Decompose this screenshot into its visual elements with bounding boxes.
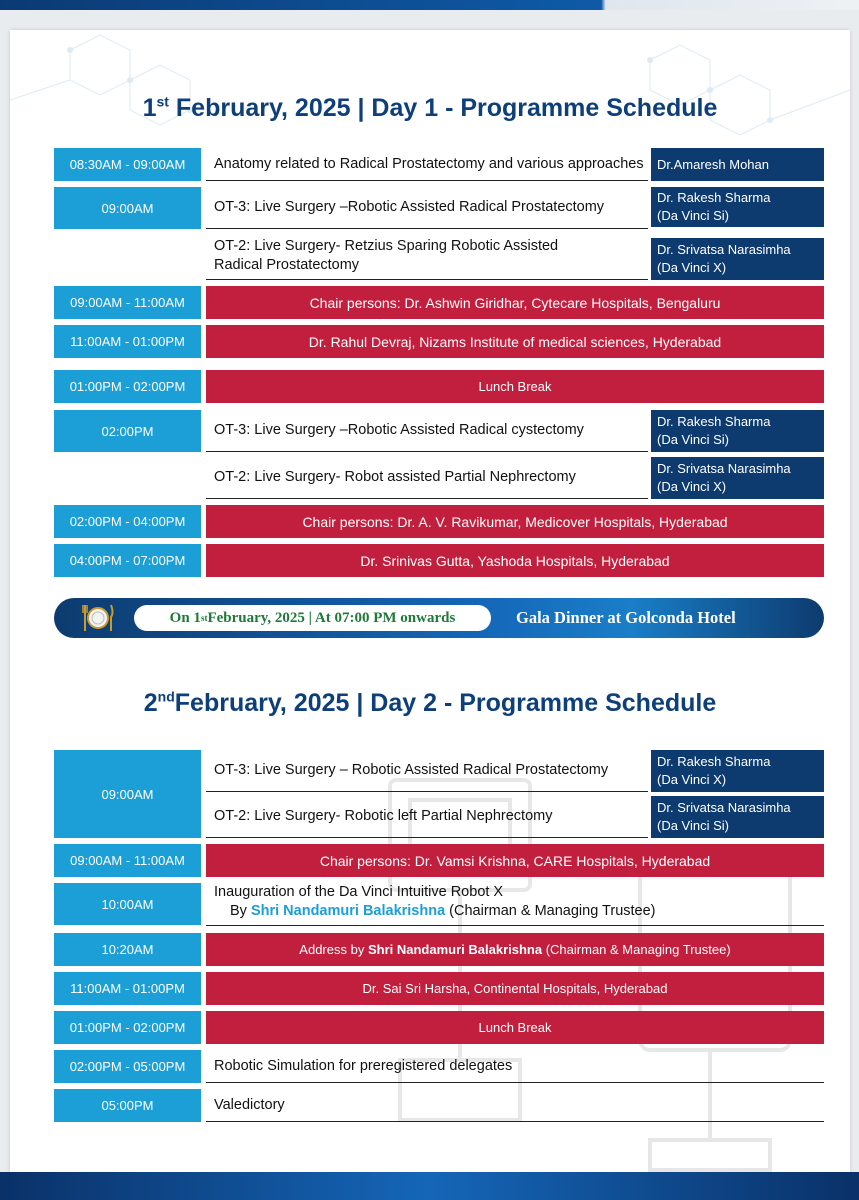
day2-address-bar <box>206 933 824 966</box>
by-label: By <box>230 902 251 919</box>
day1-topic-text: Radical Prostatectomy <box>214 256 360 273</box>
speaker-robot: (Da Vinci X) <box>657 260 727 275</box>
day1-time-cell: 11:00AM - 01:00PM <box>54 325 201 358</box>
day1-topic <box>206 232 648 280</box>
day2-time-cell: 05:00PM <box>54 1089 201 1122</box>
gala-title: Gala Dinner at Golconda Hotel <box>516 608 736 627</box>
gala-dinner-banner <box>54 598 824 638</box>
day1-topic <box>206 457 648 499</box>
day2-time-cell: 09:00AM <box>54 750 201 838</box>
speaker-name: Dr. Srivatsa Narasimha <box>657 242 791 257</box>
speaker-robot: (Da Vinci X) <box>657 772 727 787</box>
speaker-robot: (Da Vinci Si) <box>657 818 730 833</box>
day2-topic <box>206 1050 824 1083</box>
schedule-page <box>10 30 850 1172</box>
day2-lunch-bar: Lunch Break <box>206 1011 824 1044</box>
speaker-robot: (Da Vinci X) <box>657 479 727 494</box>
day1-time-cell: 01:00PM - 02:00PM <box>54 370 201 403</box>
speaker-robot: (Da Vinci Si) <box>657 432 730 447</box>
day2-time-cell: 02:00PM - 05:00PM <box>54 1050 201 1083</box>
day2-topic-text: Valedictory <box>214 1096 285 1113</box>
address-speaker-role: (Chairman & Managing Trustee) <box>545 942 731 957</box>
day2-speaker-cell <box>651 796 824 838</box>
day2-time-cell: 01:00PM - 02:00PM <box>54 1011 201 1044</box>
day1-chair-bar: Chair persons: Dr. A. V. Ravikumar, Medicover Hospitals, Hyderabad <box>206 505 824 538</box>
day1-time-cell: 04:00PM - 07:00PM <box>54 544 201 577</box>
day1-heading <box>10 94 850 123</box>
speaker-name: Dr. Rakesh Sharma <box>657 754 771 769</box>
day2-heading <box>10 689 850 718</box>
day2-topic-text: OT-3: Live Surgery – Robotic Assisted Radical Prostatectomy <box>214 762 609 778</box>
day1-topic <box>206 148 648 181</box>
day1-topic-text: OT-2: Live Surgery- Retzius Sparing Robotic Assisted <box>214 237 559 254</box>
gala-date-pill: On 1 st February, 2025 | At 07:00 PM onwards <box>134 605 491 631</box>
day2-inauguration-topic <box>206 878 824 926</box>
speaker-name: Dr. Srivatsa Narasimha <box>657 461 791 476</box>
day1-time-cell: 02:00PM <box>54 410 201 452</box>
day2-topic <box>206 796 648 838</box>
day2-session-bar: Dr. Sai Sri Harsha, Continental Hospitals, Hyderabad <box>206 972 824 1005</box>
day2-heading-title: February, 2025 | Day 2 - Programme Schedule <box>174 689 717 717</box>
day1-topic <box>206 187 648 229</box>
speaker-name: Dr. Srivatsa Narasimha <box>657 800 791 815</box>
day2-topic-text: Inauguration of the Da Vinci Intuitive Robot X <box>214 883 504 900</box>
day1-lunch-bar: Lunch Break <box>206 370 824 403</box>
day1-time-cell: 08:30AM - 09:00AM <box>54 148 201 181</box>
day1-session-bar: Dr. Rahul Devraj, Nizams Institute of medical sciences, Hyderabad <box>206 325 824 358</box>
speaker-name: Dr. Rakesh Sharma <box>657 190 771 205</box>
day1-topic-text: OT-2: Live Surgery- Robot assisted Partial Nephrectomy <box>214 469 576 485</box>
day2-heading-day: 2 <box>143 689 158 717</box>
day1-speaker-cell <box>651 187 824 227</box>
day1-speaker-cell <box>651 148 824 181</box>
day2-inauguration-by-line <box>214 902 656 921</box>
day1-time-cell: 09:00AM - 11:00AM <box>54 286 201 319</box>
day2-topic <box>206 750 648 792</box>
speaker-robot: (Da Vinci Si) <box>657 208 730 223</box>
day2-time-cell: 10:20AM <box>54 933 201 966</box>
day1-time-cell: 09:00AM <box>54 187 201 229</box>
day2-heading-suffix: nd <box>157 688 175 705</box>
day1-topic-text: OT-3: Live Surgery –Robotic Assisted Radical Prostatectomy <box>214 199 605 215</box>
day1-heading-title: February, 2025 | Day 1 - Programme Schedule <box>168 94 718 122</box>
day1-topic <box>206 410 648 452</box>
address-speaker-name: Shri Nandamuri Balakrishna <box>367 942 543 957</box>
chief-guest-name: Shri Nandamuri Balakrishna <box>250 902 446 919</box>
day2-time-cell: 10:00AM <box>54 883 201 925</box>
day1-time-cell: 02:00PM - 04:00PM <box>54 505 201 538</box>
day2-topic <box>206 1089 824 1122</box>
gala-date-day: On 1 <box>169 609 201 626</box>
day2-speaker-cell <box>651 750 824 792</box>
day2-time-cell: 09:00AM - 11:00AM <box>54 844 201 877</box>
day1-topic-text: OT-3: Live Surgery –Robotic Assisted Radical cystectomy <box>214 422 584 438</box>
bottom-banner-strip <box>0 1172 859 1200</box>
day2-topic-text: OT-2: Live Surgery- Robotic left Partial Nephrectomy <box>214 808 553 824</box>
day1-speaker-cell <box>651 410 824 452</box>
gala-date-time: February, 2025 | At 07:00 PM onwards <box>207 609 456 626</box>
top-banner-strip <box>0 0 859 10</box>
day1-session-bar: Dr. Srinivas Gutta, Yashoda Hospitals, Hyderabad <box>206 544 824 577</box>
day1-heading-suffix: st <box>156 93 169 110</box>
day1-heading-day: 1 <box>142 94 157 122</box>
day2-time-cell: 11:00AM - 01:00PM <box>54 972 201 1005</box>
dinner-plate-icon <box>80 601 116 635</box>
chief-guest-role: (Chairman & Managing Trustee) <box>445 902 656 919</box>
day2-chair-bar: Chair persons: Dr. Vamsi Krishna, CARE Hospitals, Hyderabad <box>206 844 824 877</box>
day2-topic-text: Robotic Simulation for preregistered delegates <box>214 1057 513 1074</box>
day1-speaker-cell <box>651 238 824 280</box>
speaker-name: Dr. Rakesh Sharma <box>657 414 771 429</box>
day1-speaker-cell <box>651 457 824 499</box>
speaker-name: Dr.Amaresh Mohan <box>657 156 769 172</box>
day1-topic-text: Anatomy related to Radical Prostatectomy and various approaches <box>214 155 644 172</box>
address-label: Address by <box>299 942 365 957</box>
day1-chair-bar: Chair persons: Dr. Ashwin Giridhar, Cytecare Hospitals, Bengaluru <box>206 286 824 319</box>
